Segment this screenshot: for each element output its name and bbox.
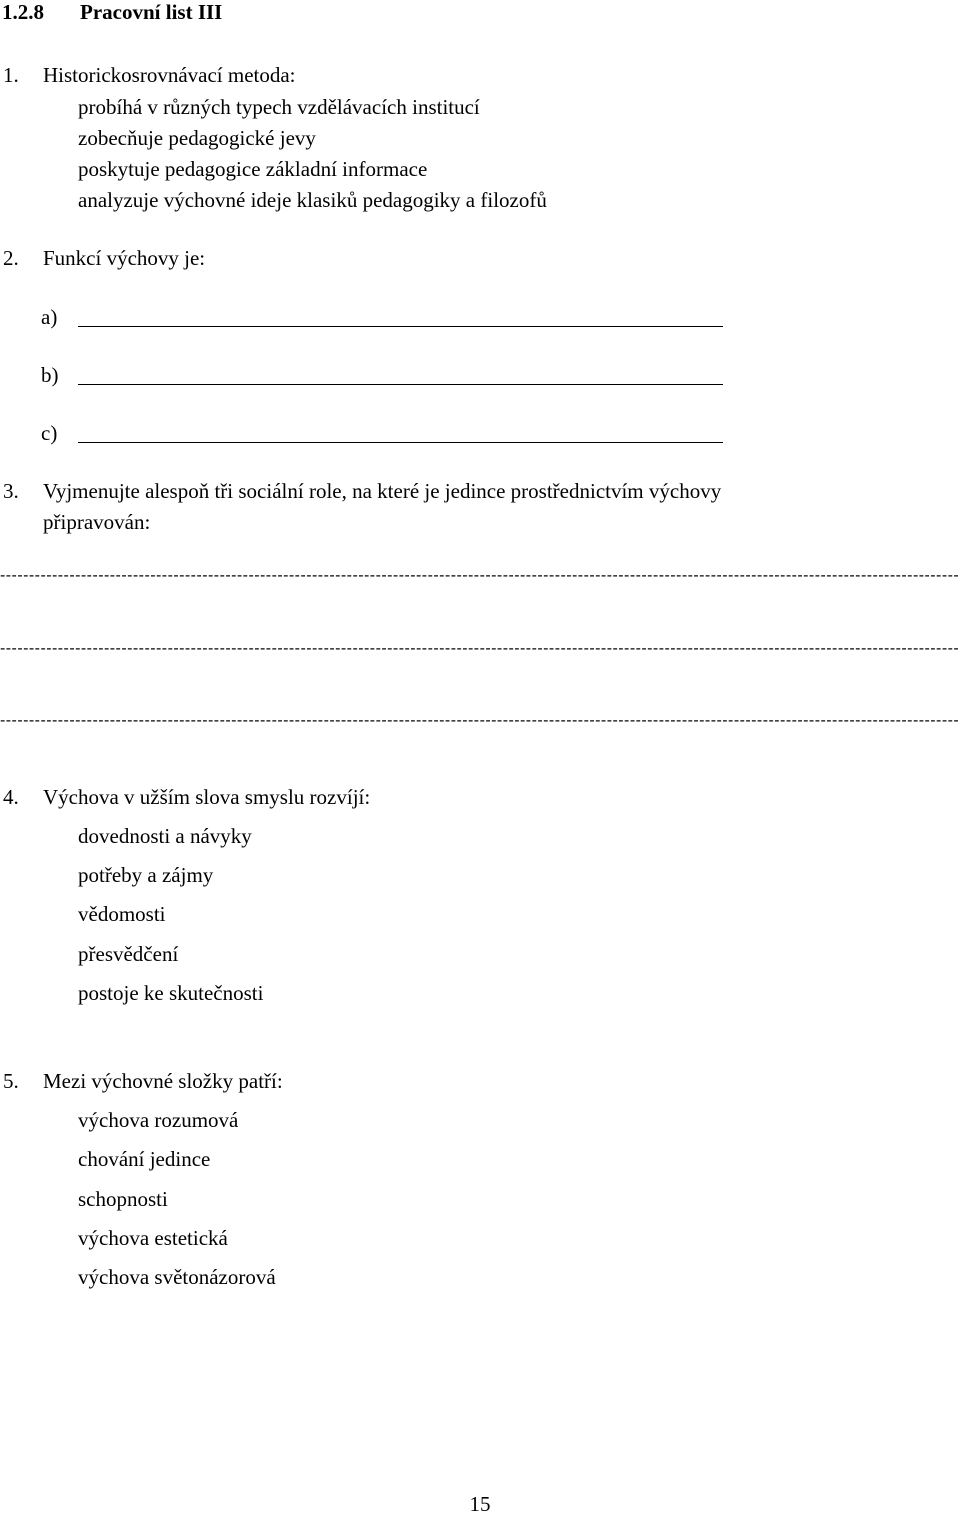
section-number: 1.2.8 (2, 0, 44, 24)
q1-option: probíhá v různých typech vzdělávacích institucí (78, 95, 480, 119)
question-3-title-cont: připravován: (43, 510, 151, 534)
q5-option: výchova rozumová (78, 1108, 239, 1132)
page-number: 15 (469, 1492, 491, 1516)
question-4-title (3, 785, 370, 810)
question-text: Výchova v užším slova smyslu rozvíjí: (43, 785, 371, 809)
q5-option: výchova světonázorová (78, 1265, 276, 1289)
question-5-title (3, 1069, 283, 1094)
q4-option: dovednosti a návyky (78, 824, 252, 848)
answer-line-b[interactable] (78, 384, 723, 385)
question-number: 2. (3, 246, 19, 270)
question-3-title (3, 479, 721, 504)
answer-label-c: c) (41, 421, 58, 445)
question-number: 3. (3, 479, 19, 503)
q4-option: potřeby a zájmy (78, 863, 214, 887)
section-title: Pracovní list III (80, 0, 223, 24)
answer-dashed-line[interactable]: ---------------------------------------------------------------------------------------------------------------------------------------------------------------------- (0, 640, 960, 657)
q1-option: analyzuje výchovné ideje klasiků pedagogiky a filozofů (78, 188, 547, 212)
answer-line-c[interactable] (78, 442, 723, 443)
question-text: Funkcí výchovy je: (43, 246, 206, 270)
answer-label-a: a) (41, 305, 58, 329)
answer-label-b: b) (41, 363, 59, 387)
question-number: 4. (3, 785, 19, 809)
answer-dashed-line[interactable]: ---------------------------------------------------------------------------------------------------------------------------------------------------------------------- (0, 712, 960, 729)
q5-option: schopnosti (78, 1187, 168, 1211)
q4-option: vědomosti (78, 902, 166, 926)
q1-option: zobecňuje pedagogické jevy (78, 126, 316, 150)
q5-option: chování jedince (78, 1147, 211, 1171)
section-heading (2, 0, 222, 25)
question-text: Mezi výchovné složky patří: (43, 1069, 283, 1093)
answer-line-a[interactable] (78, 326, 723, 327)
question-text: Historickosrovnávací metoda: (43, 63, 296, 87)
q1-option: poskytuje pedagogice základní informace (78, 157, 428, 181)
question-text: Vyjmenujte alespoň tři sociální role, na které je jedince prostřednictvím výchovy (43, 479, 722, 503)
question-2-title (3, 246, 205, 271)
answer-dashed-line[interactable]: ---------------------------------------------------------------------------------------------------------------------------------------------------------------------- (0, 567, 960, 584)
question-number: 5. (3, 1069, 19, 1093)
question-1-title (3, 63, 296, 88)
q4-option: postoje ke skutečnosti (78, 981, 264, 1005)
q4-option: přesvědčení (78, 942, 179, 966)
q5-option: výchova estetická (78, 1226, 228, 1250)
question-number: 1. (3, 63, 19, 87)
